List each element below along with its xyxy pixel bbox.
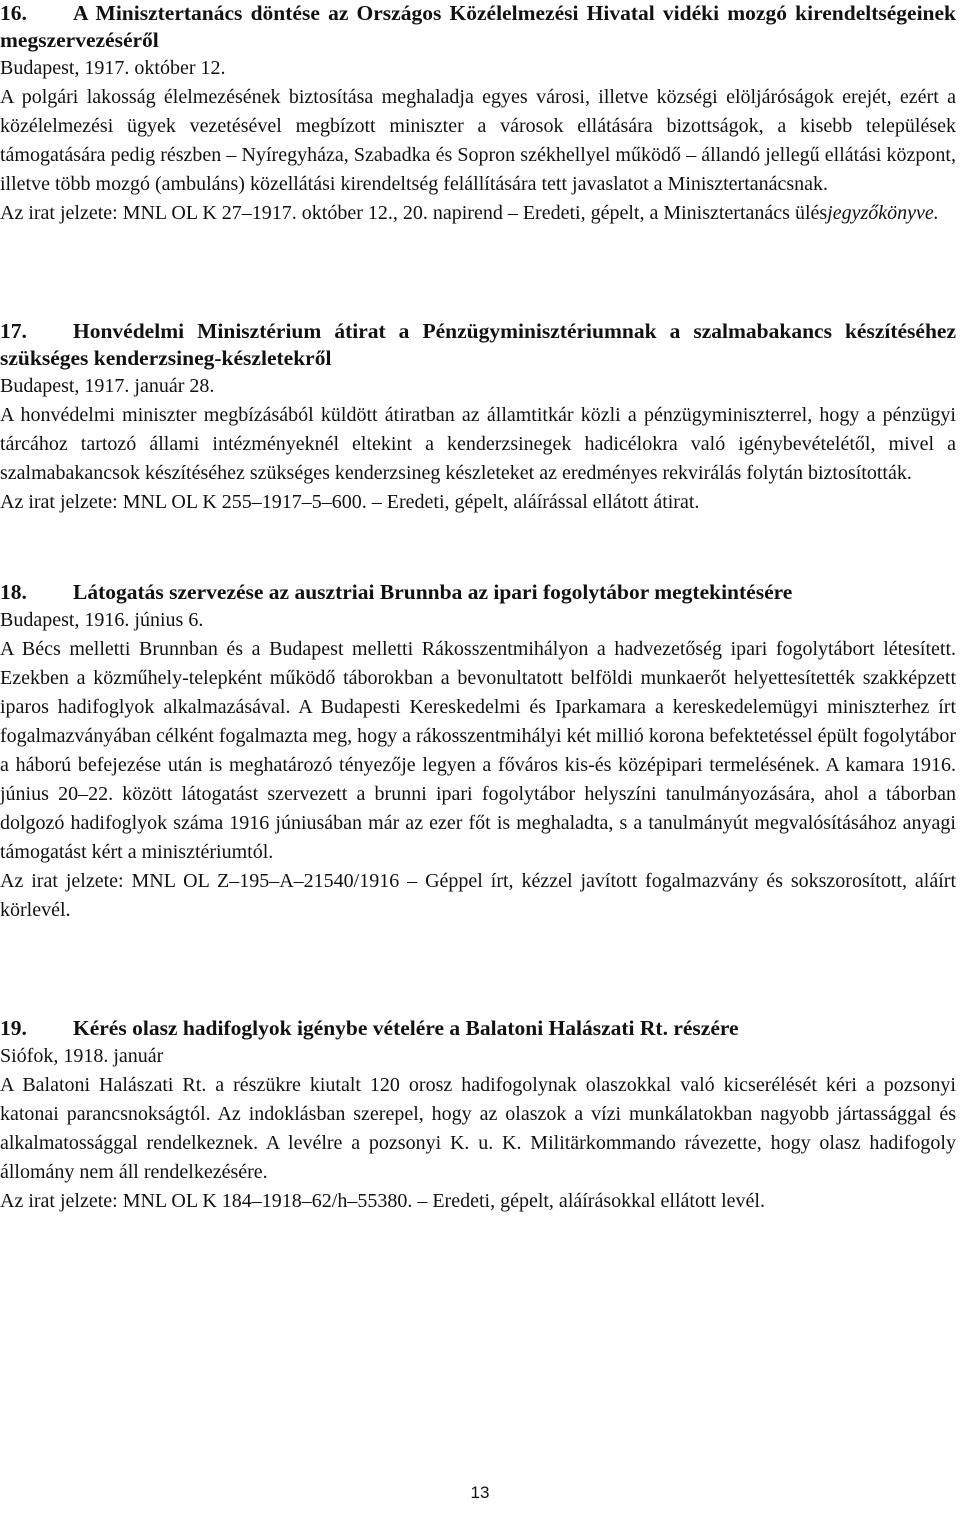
entry-title: Kérés olasz hadifoglyok igénybe vételére a Balatoni Halászati Rt. részére (73, 1016, 739, 1040)
entry-16 (0, 0, 956, 228)
entry-summary: A Bécs melletti Brunnban és a Budapest melletti Rákosszentmihályon a hadvezetőség ipari fogolytábort létesített. Ezekben a közműhely-telepként működő táborokban a bevonultatott belföldi munkaerőt helyettesítették szakképzett iparos hadifoglyok alkalmazásával. A Budapesti Kereskedelmi és Iparkamara a kereskedelemügyi miniszterhez írt fogalmazványában célként fogalmazta meg, hogy a rákosszentmihályi két millió korona befektetéssel épült fogolytábor a háború befejezése után is meghatározó tényezője legyen a főváros kis-és középipari termelésének. A kamara 1916. június 20–22. között látogatást szervezett a brunni ipari fogolytábor helyszíni tanulmányozására, ahol a táborban dolgozó hadifoglyok száma 1916 júniusában már az ezer főt is meghaladta, s a tanulmányút megvalósításához anyagi támogatást kért a minisztériumtól. (0, 638, 956, 863)
entry-summary: A polgári lakosság élelmezésének biztosítása meghaladja egyes városi, illetve községi elöljáróságok erejét, ezért a közélelmezési ügyek vezetésével megbízott miniszter a városok ellátására bizottságok, a kisebb települések támogatására pedig részben – Nyíregyháza, Szabadka és Sopron székhellyel működő – állandó jellegű ellátási központ, illetve több mozgó (ambuláns) közellátási kirendeltség felállítására tett javaslatot a Minisztertanácsnak. (0, 86, 956, 195)
reference-italic: jegyzőkönyve. (827, 202, 939, 224)
entry-summary: A Balatoni Halászati Rt. a részükre kiutalt 120 orosz hadifogolynak olaszokkal való kicserélését kéri a pozsonyi katonai parancsnokságtól. Az indoklásban szerepel, hogy az olaszok a vízi munkálatokban nagyobb jártassággal és alkalmatossággal rendelkeznek. A levélre a pozsonyi K. u. K. Militärkommando rávezette, hogy olasz hadifogoly állomány nem áll rendelkezésére. (0, 1074, 956, 1183)
entry-number: 19. (0, 1016, 27, 1040)
entry-reference: Az irat jelzete: MNL OL K 255–1917–5–600. – Eredeti, gépelt, aláírással ellátott átirat. (0, 491, 700, 513)
entry-date: Budapest, 1916. június 6. (0, 609, 204, 631)
entry-title: Látogatás szervezése az ausztriai Brunnba az ipari fogolytábor megtekintésére (73, 580, 793, 604)
entry-reference (0, 199, 956, 228)
entry-date: Budapest, 1917. január 28. (0, 375, 215, 397)
entry-heading (0, 1015, 956, 1042)
entry-heading (0, 0, 956, 54)
entry-summary: A honvédelmi miniszter megbízásából küldött átiratban az államtitkár közli a pénzügyminiszterrel, hogy a pénzügyi tárcához tartozó állami intézményeknél eltekint a kenderzsinegek hadicélokra való igénybevételétől, mivel a szalmabakancsok készítéséhez szükséges kenderzsineg készleteket az eredményes rekvirálás folytán biztosították. (0, 404, 956, 484)
entry-number: 16. (0, 1, 27, 25)
entry-date: Siófok, 1918. január (0, 1045, 164, 1067)
entry-19 (0, 1015, 956, 1216)
entry-heading (0, 318, 956, 372)
entry-17 (0, 318, 956, 517)
reference-text: Az irat jelzete: MNL OL K 27–1917. október 12., 20. napirend – Eredeti, gépelt, a Minisztertanács ülés (0, 202, 828, 224)
entry-reference: Az irat jelzete: MNL OL Z–195–A–21540/1916 – Géppel írt, kézzel javított fogalmazvány és sokszorosított, aláírt körlevél. (0, 870, 956, 921)
entry-number: 18. (0, 580, 27, 604)
entry-number: 17. (0, 319, 27, 343)
entry-reference: Az irat jelzete: MNL OL K 184–1918–62/h–55380. – Eredeti, gépelt, aláírásokkal ellátott levél. (0, 1190, 765, 1212)
page-number: 13 (470, 1483, 490, 1502)
entry-18 (0, 579, 956, 925)
entry-title: A Minisztertanács döntése az Országos Közélelmezési Hivatal vidéki mozgó kirendeltségeinek megszervezéséről (0, 1, 956, 52)
entry-title: Honvédelmi Minisztérium átirat a Pénzügyminisztériumnak a szalmabakancs készítéséhez szükséges kenderzsineg-készletekről (0, 319, 956, 370)
entry-heading (0, 579, 956, 606)
entry-date: Budapest, 1917. október 12. (0, 57, 226, 79)
